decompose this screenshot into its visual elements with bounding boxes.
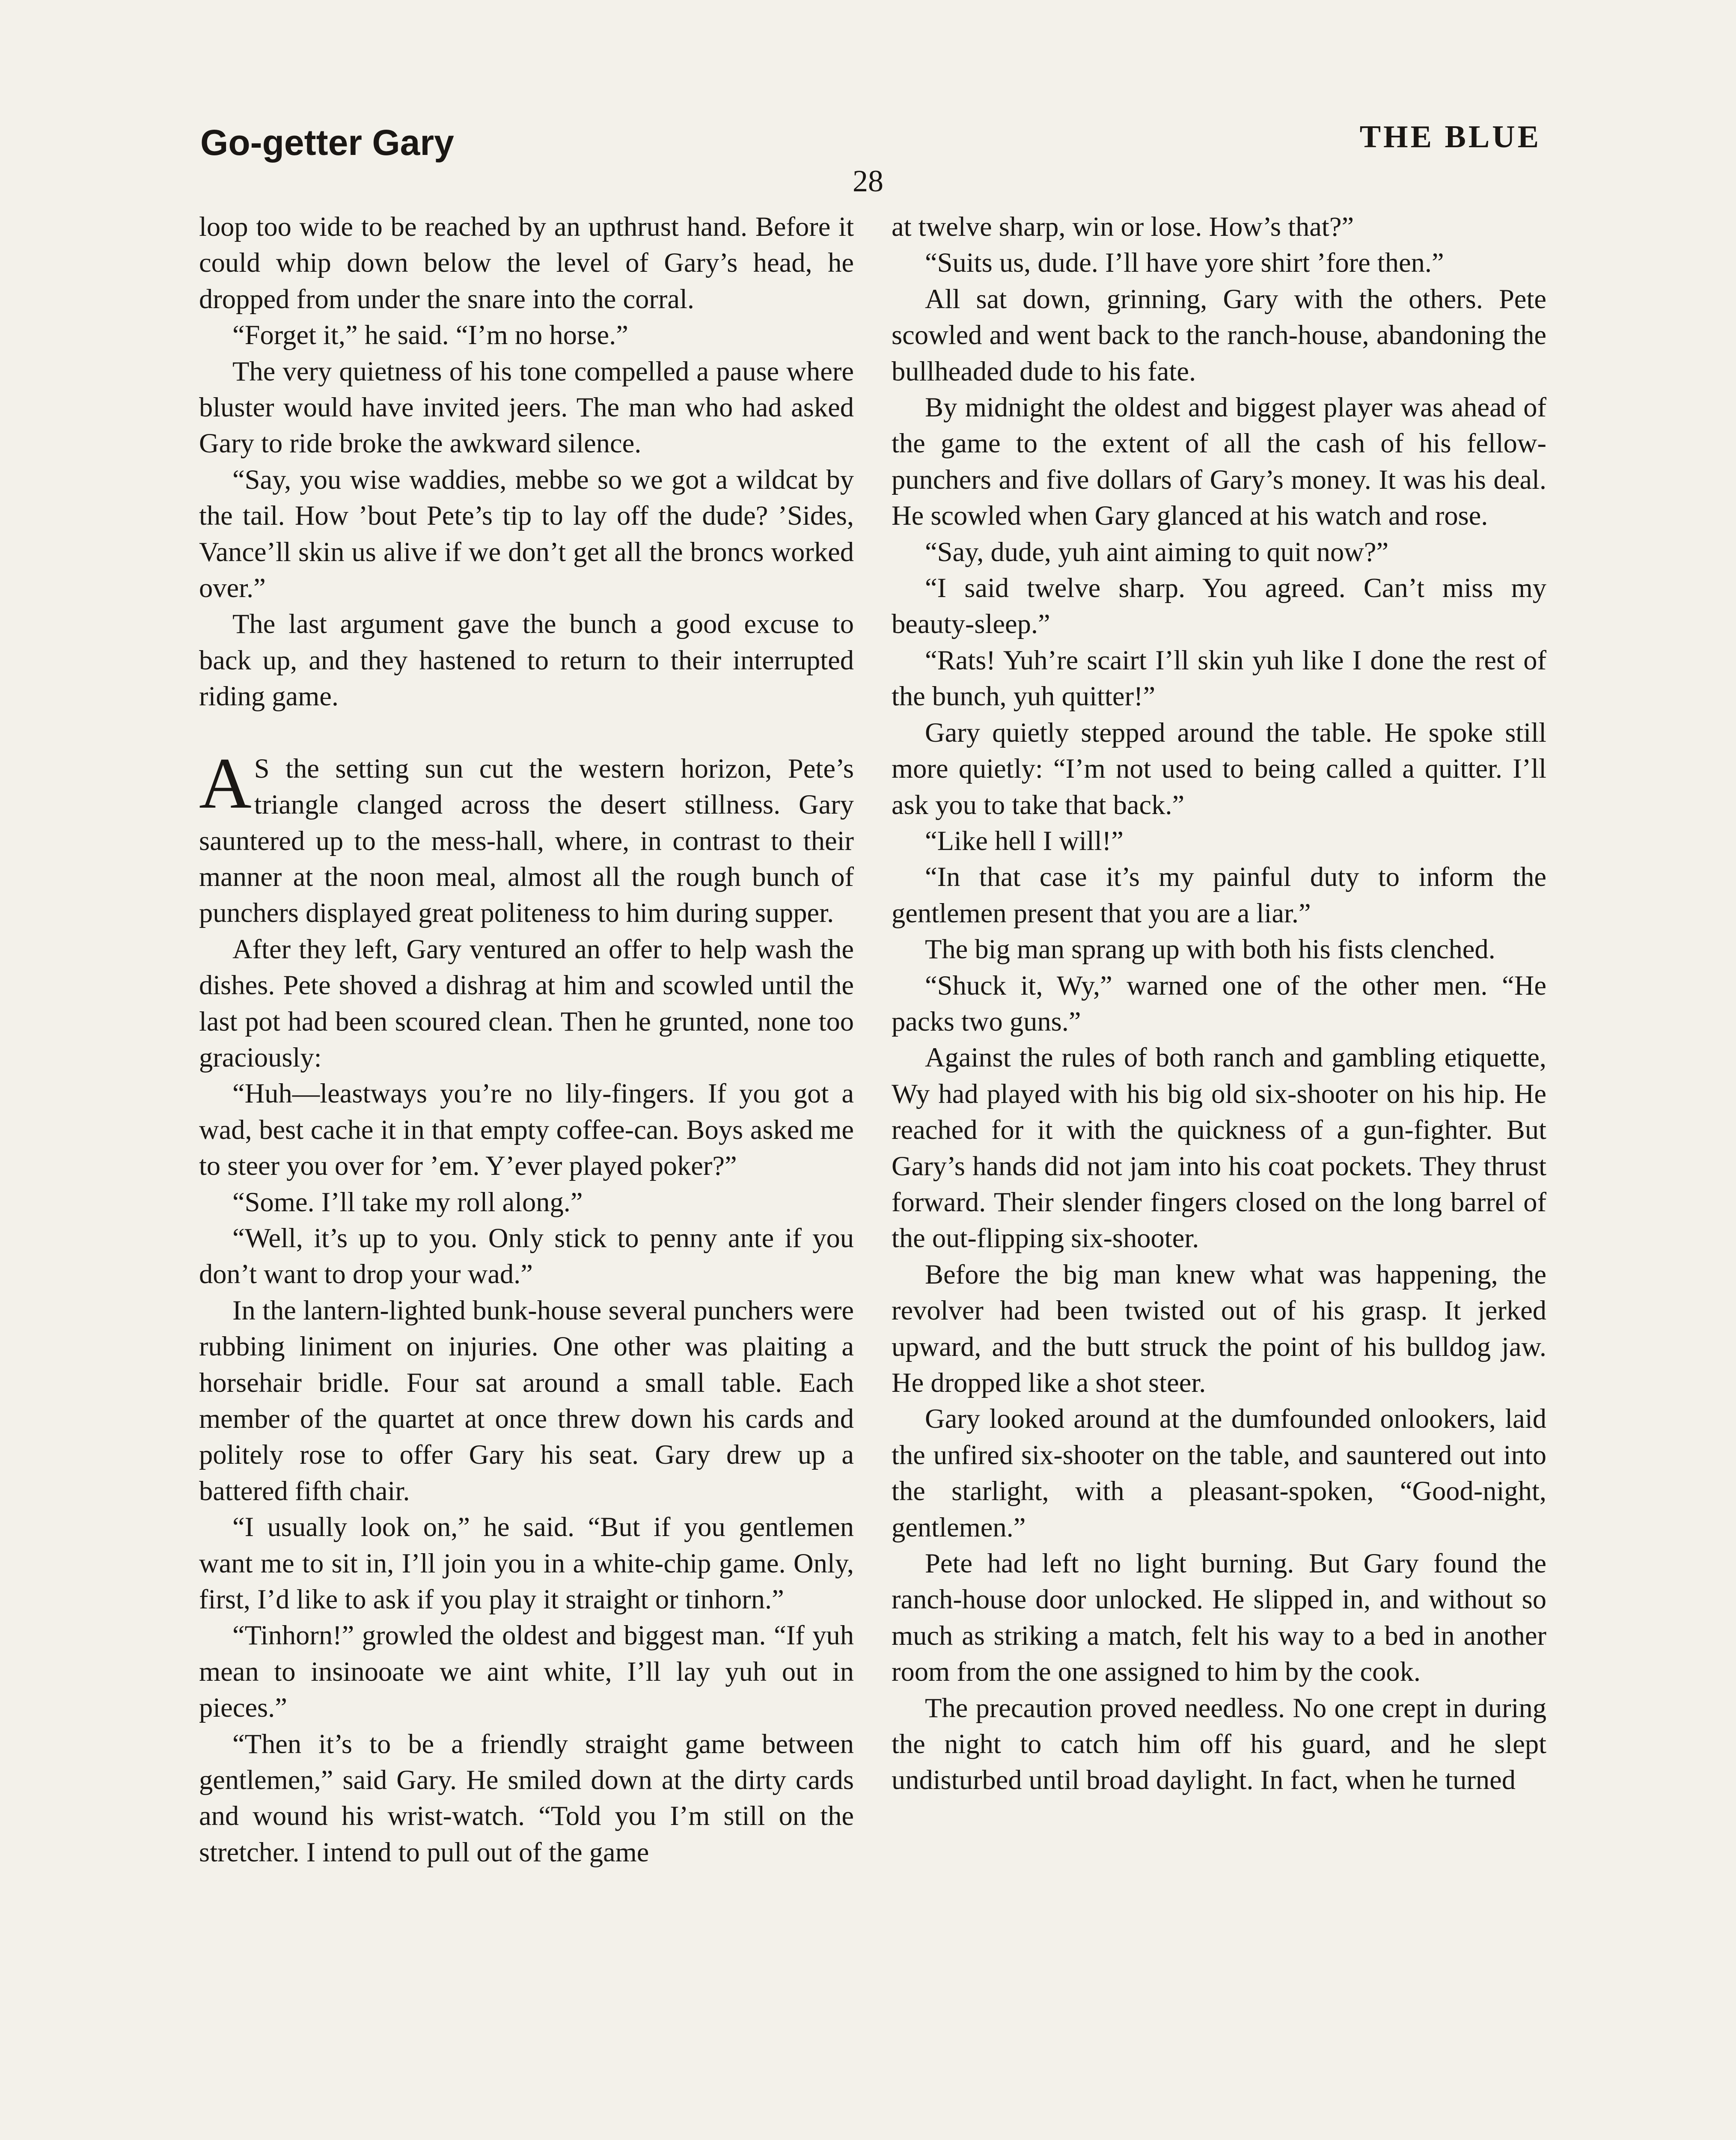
paragraph: Gary quietly stepped around the table. He spoke still more quietly: “I’m not used to being called a quitter. I’ll ask you to take that back.” (892, 717, 1546, 820)
paragraph: at twelve sharp, win or lose. How’s that?” (892, 211, 1354, 242)
paragraph: “Forget it,” he said. “I’m no horse.” (232, 320, 628, 351)
paragraph: After they left, Gary ventured an offer to help wash the dishes. Pete shoved a dishrag at him and scowled until the last pot had been scoured clean. Then he grunted, none too graciously: (199, 933, 854, 1073)
drop-cap: A (199, 743, 252, 823)
paragraph: “Tinhorn!” growled the oldest and biggest man. “If yuh mean to insinooate we aint white, I’ll lay yuh out in pieces.” (199, 1620, 854, 1723)
paragraph: “Rats! Yuh’re scairt I’ll skin yuh like I done the rest of the bunch, yuh quitter!” (892, 645, 1546, 712)
section-opening-paragraph (199, 743, 854, 931)
paragraph: The precaution proved needless. No one crept in during the night to catch him off his guard, and he slept undisturbed until broad daylight. In fact, when he turned (892, 1692, 1546, 1795)
paragraph: “Huh—leastways you’re no lily-fingers. If you got a wad, best cache it in that empty coffee-can. Boys asked me to steer you over for ’em. Y’ever played poker?” (199, 1078, 854, 1181)
paragraph: “Well, it’s up to you. Only stick to penny ante if you don’t want to drop your wad.” (199, 1222, 854, 1290)
paragraph: The last argument gave the bunch a good excuse to back up, and they hastened to return to their interrupted riding game. (199, 609, 854, 712)
section-opening-text: S the setting sun cut the western horizon, Pete’s triangle clanged across the desert stillness. Gary sauntered up to the mess-hall, where, in contrast to their manner at the noon meal, almost all the rough bunch of punchers displayed great politeness to him during supper. (199, 753, 854, 928)
paragraph: “Then it’s to be a friendly straight game between gentlemen,” said Gary. He smiled down at the dirty cards and wound his wrist-watch. “Told you I’m still on the stretcher. I intend to pull out of the game (199, 1728, 854, 1867)
right-column (892, 209, 1546, 1798)
paragraph: “Some. I’ll take my roll along.” (232, 1186, 583, 1217)
paragraph: Pete had left no light burning. But Gary found the ranch-house door unlocked. He slipped in, and without so much as striking a match, felt his way to a bed in another room from the one assigned to him by the cook. (892, 1548, 1546, 1687)
paragraph: The big man sprang up with both his fists clenched. (925, 934, 1495, 965)
magazine-title: THE BLUE (1359, 119, 1541, 155)
paragraph: “Say, dude, yuh aint aiming to quit now?” (925, 536, 1389, 567)
paragraph: “Shuck it, Wy,” warned one of the other men. “He packs two guns.” (892, 970, 1546, 1037)
paragraph: All sat down, grinning, Gary with the others. Pete scowled and went back to the ranch-house, abandoning the bullheaded dude to his fate. (892, 283, 1546, 386)
paragraph: “Say, you wise waddies, mebbe so we got a wildcat by the tail. How ’bout Pete’s tip to lay off the dude? ’Sides, Vance’ll skin us alive if we don’t get all the broncs worked over.” (199, 464, 854, 603)
paragraph: Before the big man knew what was happening, the revolver had been twisted out of his grasp. It jerked upward, and the butt struck the point of his bulldog jaw. He dropped like a shot steer. (892, 1259, 1546, 1398)
paragraph: “Like hell I will!” (925, 825, 1124, 856)
paragraph: The very quietness of his tone compelled a pause where bluster would have invited jeers. The man who had asked Gary to ride broke the awkward silence. (199, 356, 854, 459)
paragraph: “I usually look on,” he said. “But if you gentlemen want me to sit in, I’ll join you in a white-chip game. Only, first, I’d like to ask if you play it straight or tinhorn.” (199, 1512, 854, 1615)
paragraph: In the lantern-lighted bunk-house several punchers were rubbing liniment on injuries. One other was plaiting a horsehair bridle. Four sat around a small table. Each member of the quartet at once threw down his cards and politely rose to offer Gary his seat. Gary drew up a battered fifth chair. (199, 1295, 854, 1506)
paragraph: Against the rules of both ranch and gambling etiquette, Wy had played with his big old six-shooter on his hip. He reached for it with the quickness of a gun-fighter. But Gary’s hands did not jam into his coat pockets. They thrust forward. Their slender fingers closed on the long barrel of the out-flipping six-shooter. (892, 1042, 1546, 1254)
paragraph: “In that case it’s my painful duty to inform the gentlemen present that you are a liar.” (892, 862, 1546, 928)
paragraph: Gary looked around at the dumfounded onlookers, laid the unfired six-shooter on the table, and sauntered out into the starlight, with a pleasant-spoken, “Good-night, gentlemen.” (892, 1403, 1546, 1543)
story-title: Go-getter Gary (200, 122, 454, 163)
paragraph: By midnight the oldest and biggest player was ahead of the game to the extent of all the cash of his fellow-punchers and five dollars of Gary’s money. It was his deal. He scowled when Gary glanced at his watch and rose. (892, 392, 1546, 531)
page-number: 28 (853, 164, 883, 198)
left-column (199, 209, 854, 1870)
paragraph: “I said twelve sharp. You agreed. Can’t miss my beauty-sleep.” (892, 573, 1546, 639)
paragraph: “Suits us, dude. I’ll have yore shirt ’fore then.” (925, 247, 1444, 278)
paragraph: loop too wide to be reached by an upthrust hand. Before it could whip down below the level of Gary’s head, he dropped from under the snare into the corral. (199, 211, 854, 314)
